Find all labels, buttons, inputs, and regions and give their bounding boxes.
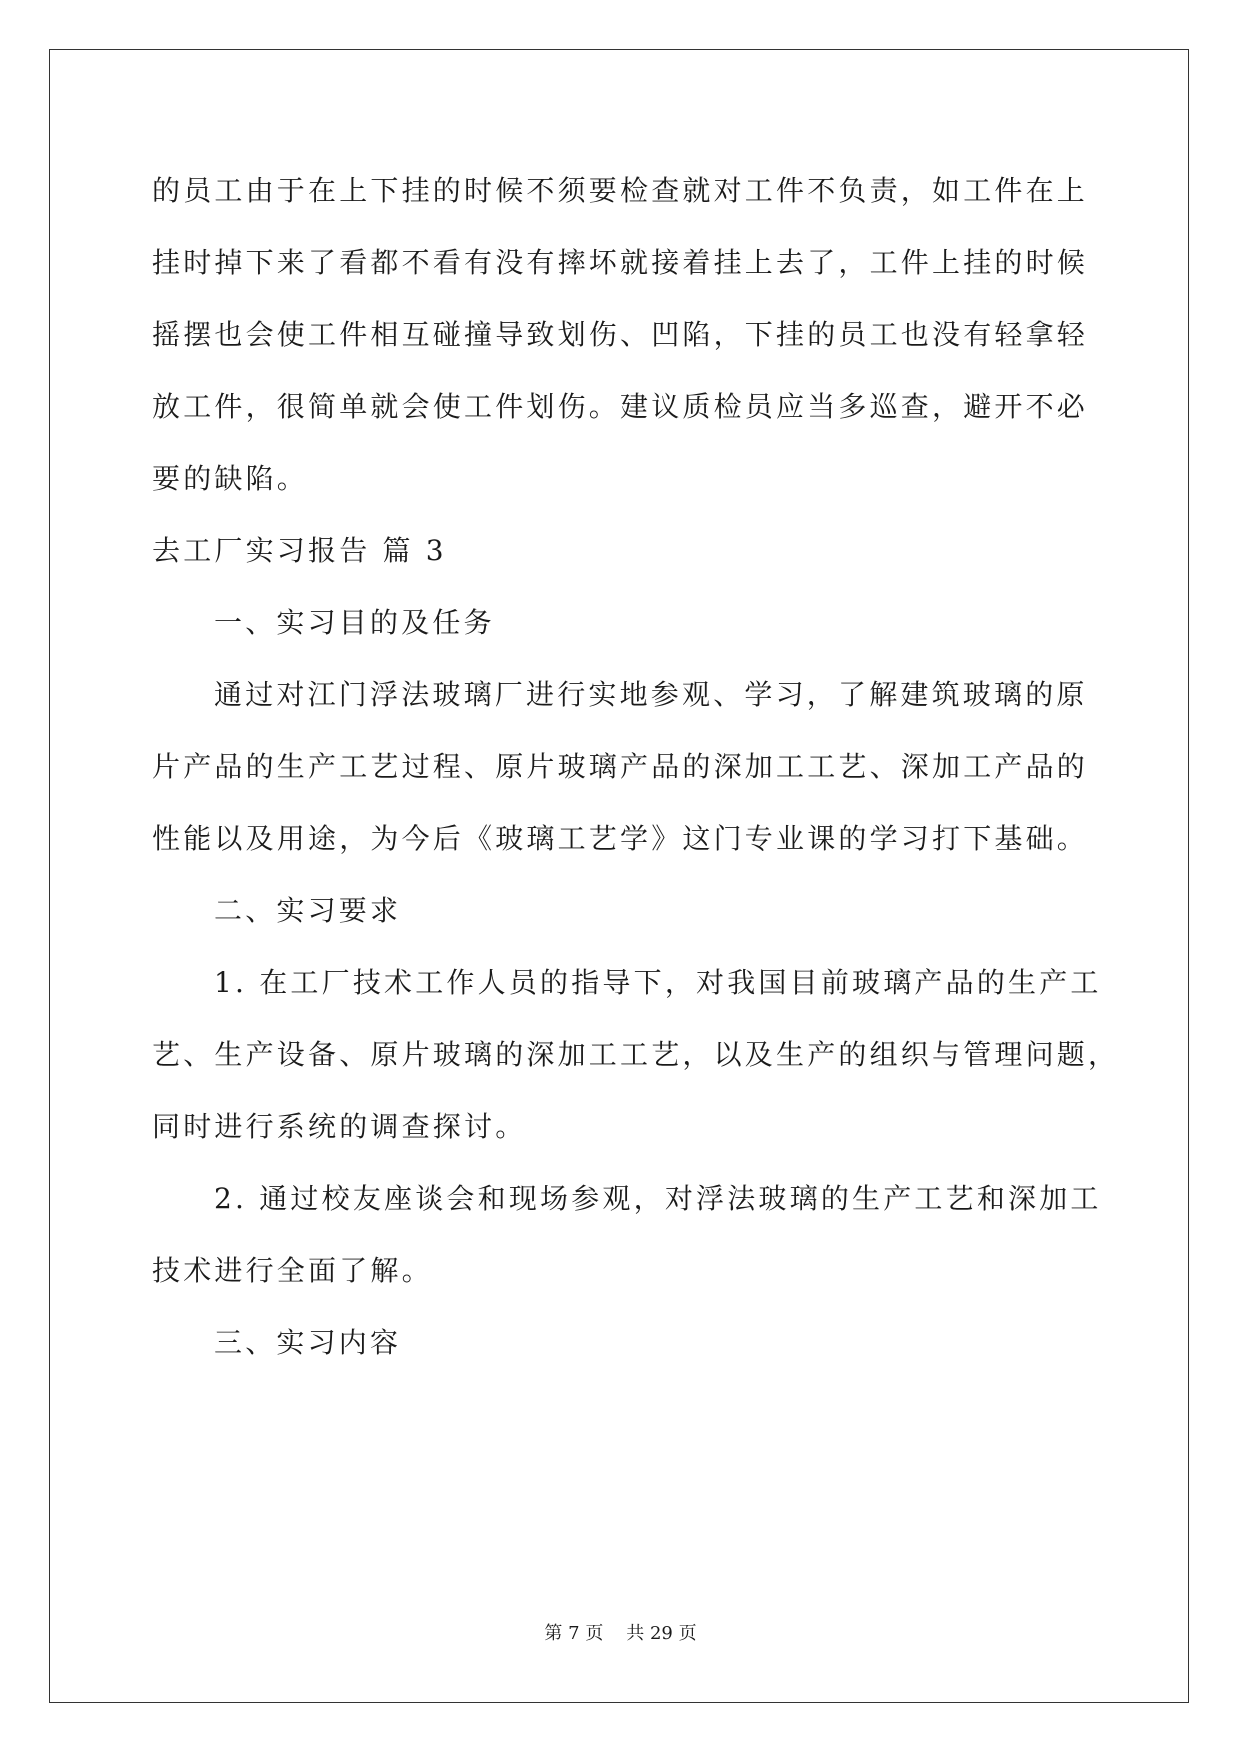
heading-content: 三、实习内容 — [214, 1326, 402, 1359]
paragraph-line: 摇摆也会使工件相互碰撞导致划伤、凹陷，下挂的员工也没有轻拿轻 — [152, 318, 1089, 351]
page-footer — [0, 1622, 1241, 1646]
paragraph-line: 要的缺陷。 — [152, 462, 309, 495]
heading-requirements: 二、实习要求 — [214, 894, 402, 927]
page-number: 第 7 页 — [544, 1623, 604, 1644]
paragraph-line: 的员工由于在上下挂的时候不须要检查就对工件不负责，如工件在上 — [152, 174, 1089, 207]
paragraph-line: 片产品的生产工艺过程、原片玻璃产品的深加工工艺、深加工产品的 — [152, 750, 1089, 783]
paragraph-line: 1. 在工厂技术工作人员的指导下，对我国目前玻璃产品的生产工 — [214, 966, 1102, 999]
paragraph-line: 挂时掉下来了看都不看有没有摔坏就接着挂上去了，工件上挂的时候 — [152, 246, 1089, 279]
page-frame — [49, 49, 1189, 1703]
paragraph-line: 放工件，很简单就会使工件划伤。建议质检员应当多巡查，避开不必 — [152, 390, 1089, 423]
paragraph-line: 技术进行全面了解。 — [152, 1254, 433, 1287]
total-pages: 共 29 页 — [626, 1623, 697, 1644]
paragraph-line: 2. 通过校友座谈会和现场参观，对浮法玻璃的生产工艺和深加工 — [214, 1182, 1102, 1215]
section-title: 去工厂实习报告 篇 3 — [152, 534, 447, 567]
paragraph-line: 同时进行系统的调查探讨。 — [152, 1110, 527, 1143]
paragraph-line: 艺、生产设备、原片玻璃的深加工工艺，以及生产的组织与管理问题， — [152, 1038, 1120, 1071]
paragraph-line: 通过对江门浮法玻璃厂进行实地参观、学习，了解建筑玻璃的原 — [214, 678, 1088, 711]
heading-purpose: 一、实习目的及任务 — [214, 606, 495, 639]
paragraph-line: 性能以及用途，为今后《玻璃工艺学》这门专业课的学习打下基础。 — [152, 822, 1089, 855]
